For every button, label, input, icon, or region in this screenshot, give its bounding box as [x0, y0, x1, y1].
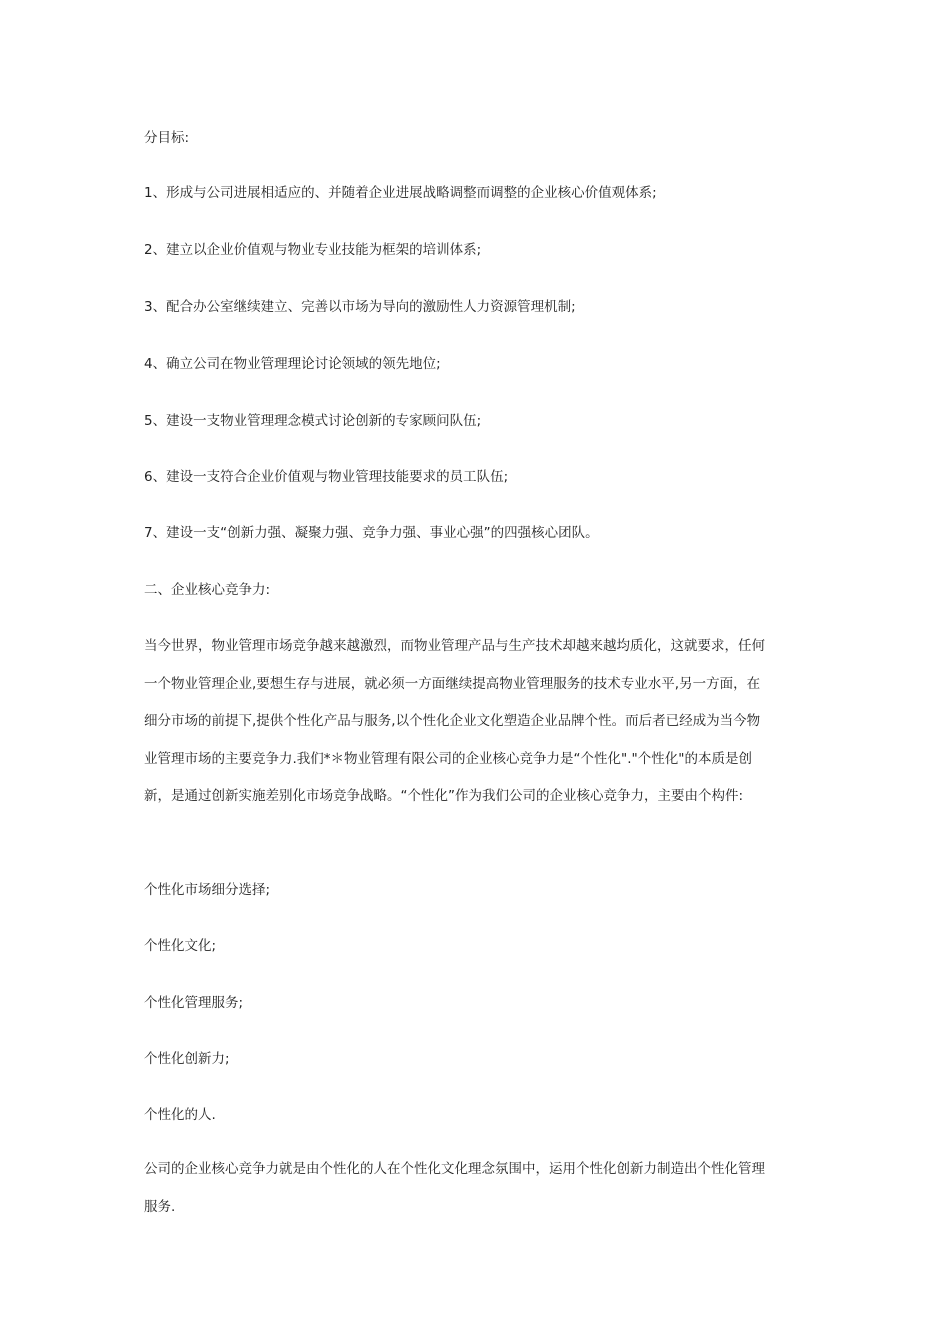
section-heading: 二、企业核心竞争力:	[144, 582, 271, 598]
paragraph-line: 公司的企业核心竞争力就是由个性化的人在个性化文化理念氛围中，运用个性化创新力制造出个性化管理	[144, 1161, 765, 1177]
component-item: 个性化文化;	[144, 938, 217, 954]
goal-item: 2、建立以企业价值观与物业专业技能为框架的培训体系;	[144, 242, 482, 258]
component-item: 个性化的人.	[144, 1107, 216, 1123]
paragraph-line: 新，是通过创新实施差别化市场竞争战略。“个性化”作为我们公司的企业核心竞争力，主要由个构件:	[144, 788, 744, 804]
paragraph-line: 服务.	[144, 1198, 176, 1215]
goal-item: 6、建设一支符合企业价值观与物业管理技能要求的员工队伍;	[144, 469, 509, 485]
goal-item: 7、建设一支“创新力强、凝聚力强、竞争力强、事业心强”的四强核心团队。	[144, 525, 599, 541]
intro-paragraph	[144, 636, 814, 824]
goal-item: 5、建设一支物业管理理念模式讨论创新的专家顾问队伍;	[144, 413, 482, 429]
conclusion-paragraph	[144, 1159, 814, 1234]
component-item: 个性化市场细分选择;	[144, 882, 271, 898]
goal-item: 3、配合办公室继续建立、完善以市场为导向的激励性人力资源管理机制;	[144, 299, 576, 315]
goal-item: 4、确立公司在物业管理理论讨论领域的领先地位;	[144, 356, 441, 372]
component-item: 个性化管理服务;	[144, 995, 244, 1011]
goal-item: 1、形成与公司进展相适应的、并随着企业进展战略调整而调整的企业核心价值观体系;	[144, 185, 657, 201]
paragraph-line: 业管理市场的主要竞争力.我们*＊物业管理有限公司的企业核心竞争力是“个性化"."个性化"的本质是创	[144, 750, 752, 767]
paragraph-line: 当今世界，物业管理市场竞争越来越激烈，而物业管理产品与生产技术却越来越均质化，这就要求，任何	[144, 638, 765, 654]
paragraph-line: 一个物业管理企业,要想生存与进展，就必须一方面继续提高物业管理服务的技术专业水平,另一方面，在	[144, 675, 761, 692]
subgoal-heading: 分目标:	[144, 130, 190, 146]
component-item: 个性化创新力;	[144, 1051, 230, 1067]
paragraph-line: 细分市场的前提下,提供个性化产品与服务,以个性化企业文化塑造企业品牌个性。而后者已经成为当今物	[144, 713, 761, 729]
